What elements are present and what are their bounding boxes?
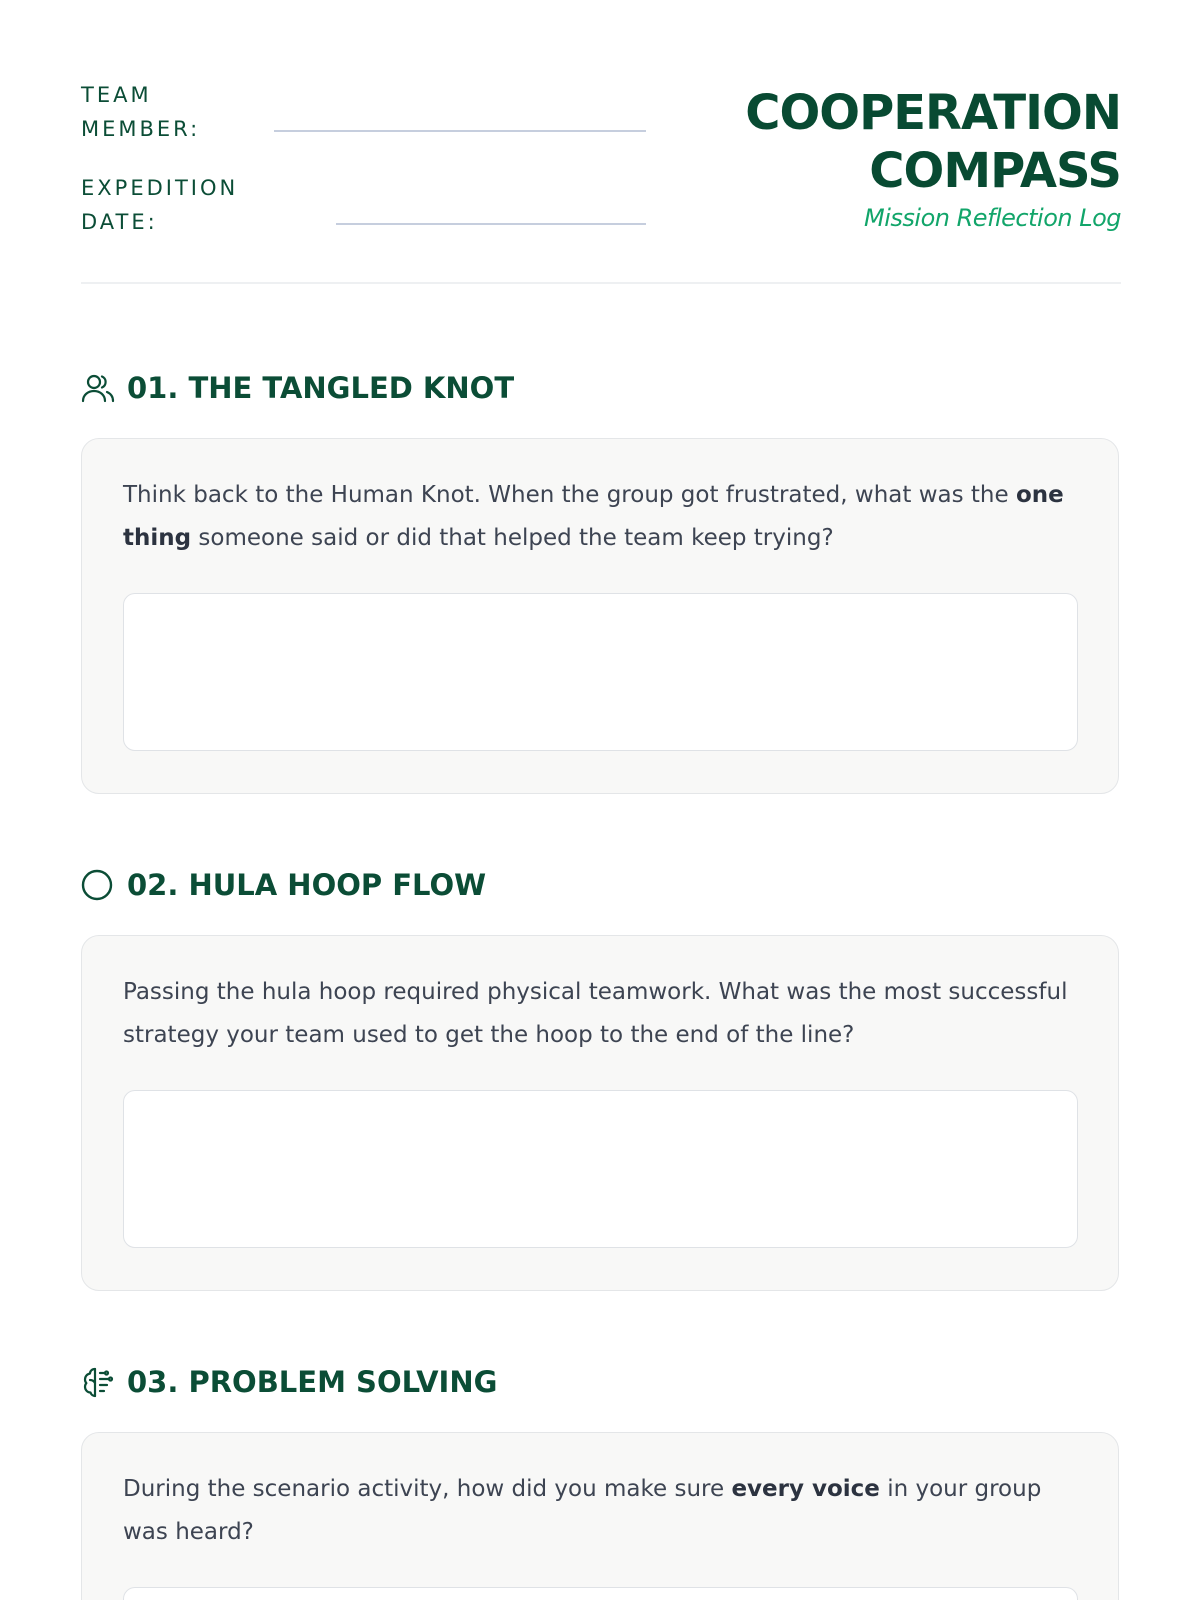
expedition-date-field[interactable] (336, 223, 646, 225)
question-card-3 (81, 1432, 1119, 1600)
team-member-label-line1: TEAM (81, 83, 152, 107)
brain-icon (81, 1365, 115, 1399)
question-text-part2: in your group was heard? (123, 1476, 1042, 1545)
title-line2: COMPASS (869, 143, 1121, 199)
section-title: 01. THE TANGLED KNOT (127, 371, 515, 405)
team-member-label-line2: MEMBER: (81, 117, 201, 141)
question-text-part1: During the scenario activity, how did you make sure (123, 1476, 732, 1502)
answer-input-2[interactable] (123, 1090, 1078, 1248)
users-icon (81, 371, 115, 405)
question-text-part2: someone said or did that helped the team keep trying? (191, 525, 834, 551)
question-text-part1: Think back to the Human Knot. When the group got frustrated, what was the (123, 482, 1016, 508)
section-title: 03. PROBLEM SOLVING (127, 1365, 498, 1399)
section-heading-hula-hoop-flow (81, 865, 486, 905)
section-heading-problem-solving (81, 1362, 497, 1402)
question-text (123, 971, 1083, 1057)
header-divider (81, 282, 1121, 284)
expedition-date-label-line1: EXPEDITION (81, 176, 239, 200)
page-subtitle: Mission Reflection Log (864, 204, 1121, 232)
question-text (123, 474, 1083, 560)
question-emphasis: every voice (731, 1476, 880, 1502)
question-card-1 (81, 438, 1119, 794)
question-text-part1: Passing the hula hoop required physical teamwork. What was the most successful strategy your team used to get the hoop to the end of the line? (123, 979, 1068, 1048)
section-title: 02. HULA HOOP FLOW (127, 868, 487, 902)
expedition-date-label (81, 171, 238, 239)
question-card-2 (81, 935, 1119, 1291)
answer-input-1[interactable] (123, 593, 1078, 751)
question-text (123, 1468, 1083, 1554)
expedition-date-label-line2: DATE: (81, 210, 158, 234)
section-heading-tangled-knot (81, 368, 514, 408)
page-title (745, 84, 1121, 200)
title-line1: COOPERATION (745, 85, 1121, 141)
answer-input-3[interactable] (123, 1587, 1078, 1600)
page-header (81, 78, 1121, 248)
team-member-label (81, 78, 200, 146)
team-member-field[interactable] (274, 130, 646, 132)
circle-icon (81, 868, 115, 902)
question-emphasis: one thing (123, 482, 1064, 551)
